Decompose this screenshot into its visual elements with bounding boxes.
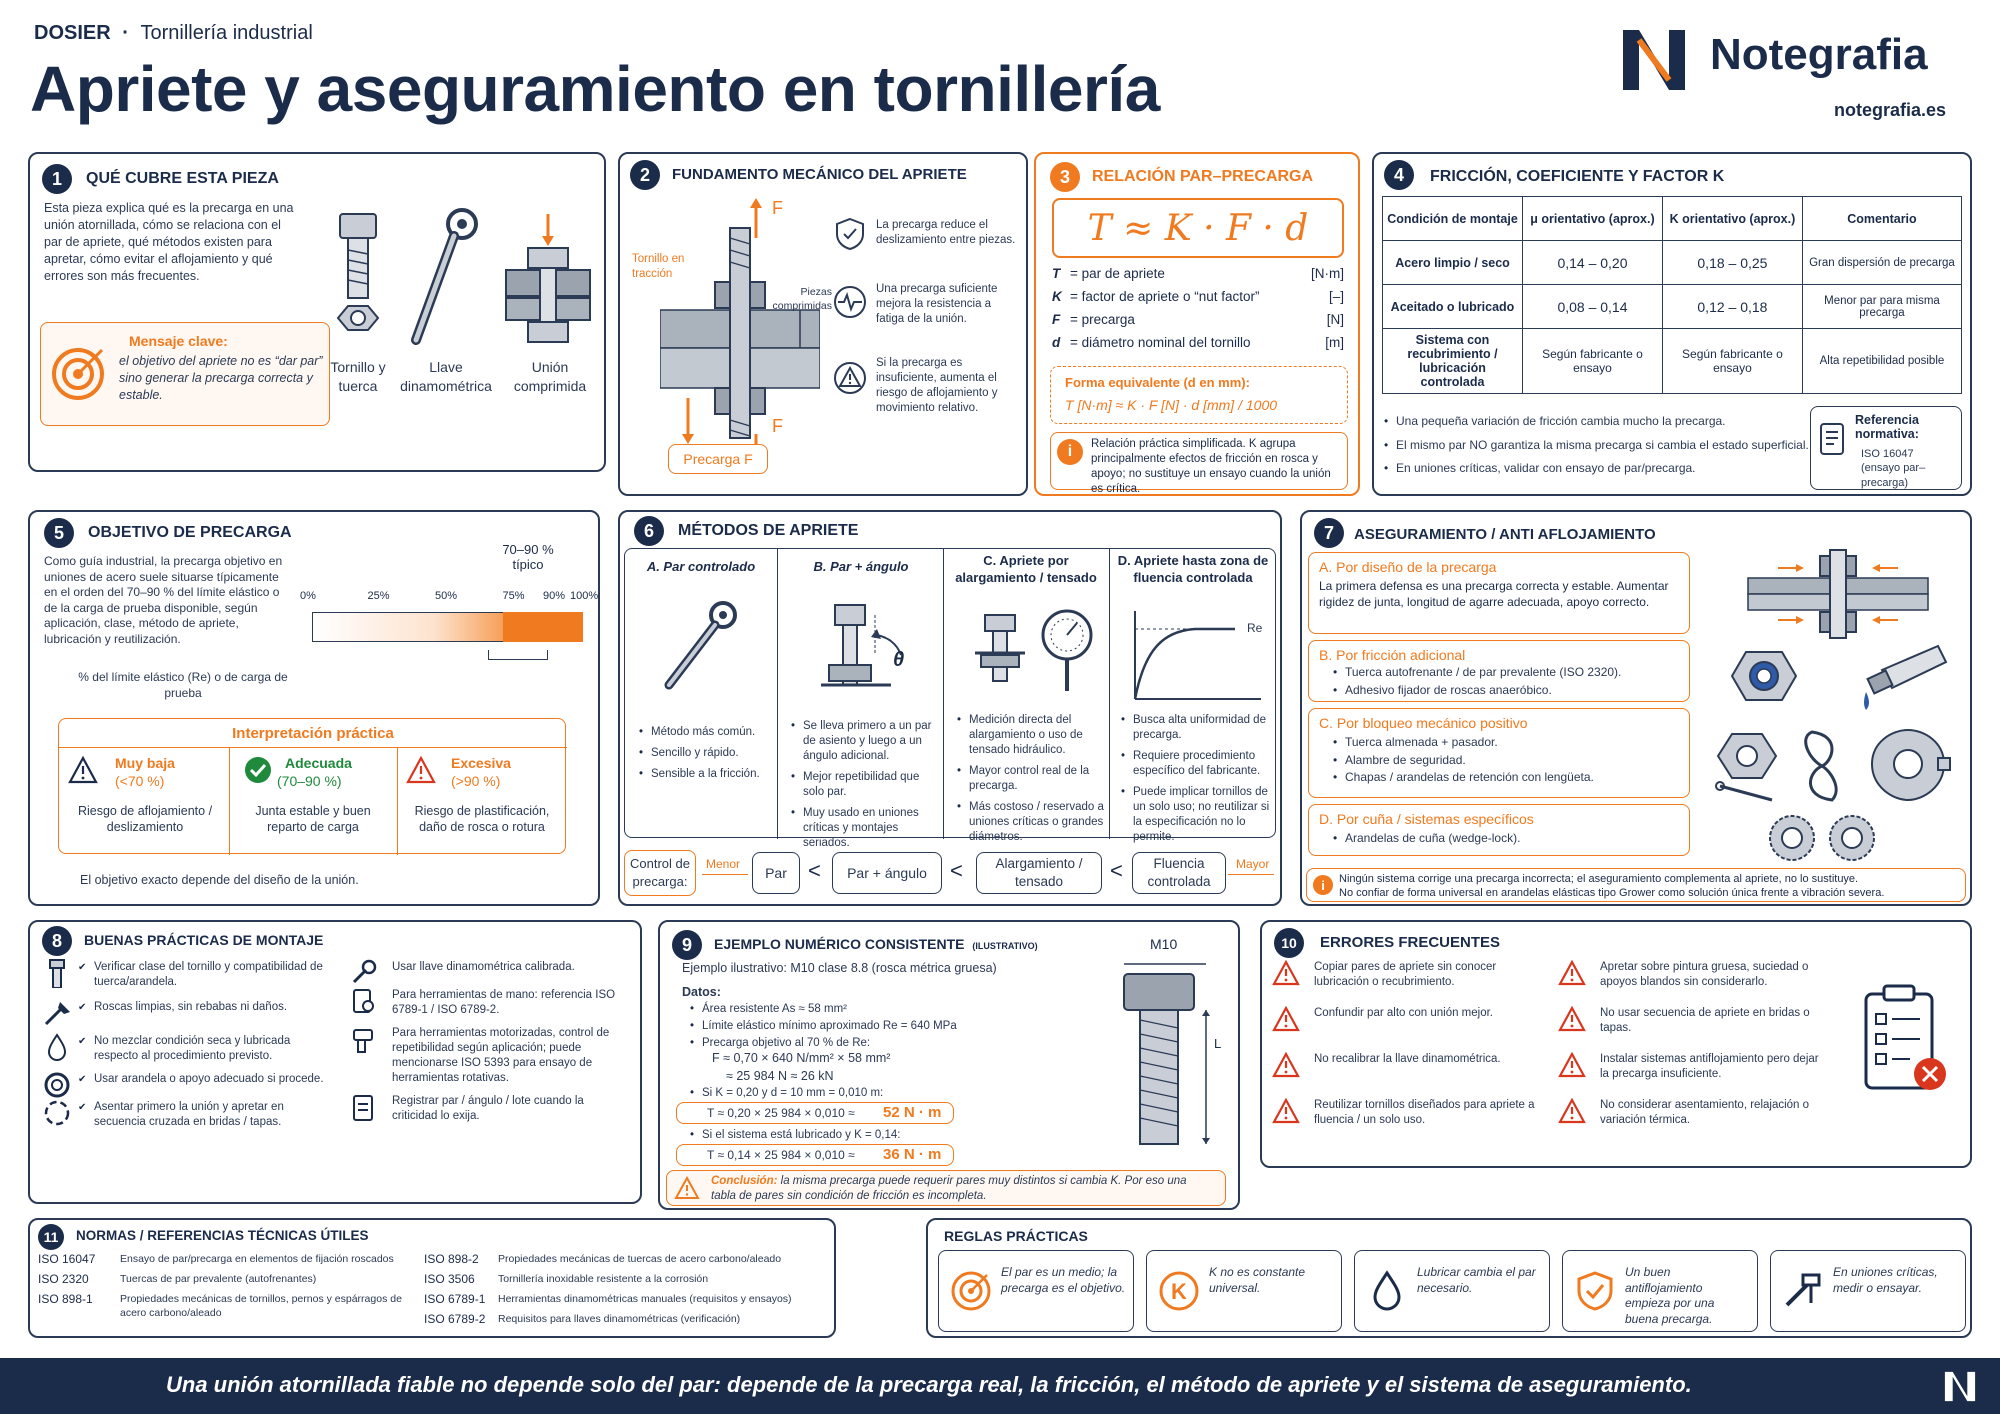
method-b-list — [791, 719, 939, 857]
document-icon — [1817, 421, 1847, 457]
lt-2: < — [950, 858, 963, 883]
section-6 — [618, 510, 1282, 906]
bolt-tension-diagram — [660, 198, 820, 478]
warning-icon — [1272, 1006, 1300, 1037]
var-row: K = factor de apriete o “nut factor” [–] — [1052, 289, 1344, 304]
section-number: 7 — [1314, 518, 1344, 548]
shield-check-icon — [1573, 1269, 1617, 1318]
rule-card: En uniones críticas, medir o ensayar. — [1770, 1250, 1966, 1332]
lt-3: < — [1110, 858, 1123, 883]
method-a-list — [639, 725, 773, 788]
section-number: 1 — [42, 164, 72, 194]
key-title: Mensaje clave: — [129, 333, 228, 349]
friction-bullets — [1384, 414, 1814, 485]
ref-title: Referencia normativa: — [1855, 413, 1919, 441]
section-5 — [28, 510, 600, 906]
tag-sub: Tornillería industrial — [140, 22, 313, 44]
warning-icon — [405, 755, 437, 785]
yield-curve-icon — [1125, 607, 1265, 707]
info-icon: i — [1313, 875, 1333, 895]
ref-text: ISO 16047 (ensayo par–precarga) — [1861, 448, 1926, 489]
c1-range: (<70 %) — [115, 773, 165, 789]
rule-card: El par es un medio; la precarga es el objetivo. — [938, 1250, 1134, 1332]
warning-icon — [1558, 1006, 1586, 1037]
table-cell: Sistema con recubrimiento / lubricación controlada — [1383, 329, 1523, 394]
method-c-box: C. Por bloqueo mecánico positivo • Tuerca almenada + pasador. • Alambre de seguridad. • Chapas / arandelas de retención con lengüeta. — [1308, 708, 1690, 798]
label-f-top: F — [772, 198, 783, 218]
bar-ticks — [302, 590, 600, 606]
tag: DOSIER — [34, 22, 111, 44]
conclusion: Conclusión: la misma precarga puede requerir pares muy distintos si cambia K. Por eso una tabla de pares sin condición de fricción es incompleta. — [666, 1170, 1226, 1206]
section-number: 10 — [1274, 928, 1304, 958]
c2-range: (70–90 %) — [277, 773, 342, 789]
case-2: • Si el sistema está lubricado y K = 0,14: — [690, 1128, 1070, 1143]
bar-tick: 75% — [502, 590, 525, 602]
info-icon: i — [1057, 439, 1083, 465]
error-item: Apretar sobre pintura gruesa, suciedad o apoyos blandos sin considerarlo. — [1556, 958, 1836, 1002]
warning-icon — [67, 755, 99, 785]
section-7 — [1300, 510, 1972, 906]
methods-grid — [624, 548, 1276, 849]
warning-icon — [832, 360, 868, 396]
length-label: L — [1214, 1036, 1222, 1051]
section-title: ERRORES FRECUENTES — [1320, 934, 1501, 951]
bolt-m10-icon — [1110, 956, 1220, 1152]
bar-caption: % del límite elástico (Re) o de carga de prueba — [78, 670, 288, 700]
section-1 — [28, 152, 606, 472]
list-item: • Tuerca almenada + pasador. — [1333, 735, 1683, 751]
fig-bolt-label: Tornillo y tuerca — [330, 359, 386, 394]
section-title: QUÉ CUBRE ESTA PIEZA — [86, 170, 279, 187]
clamped-joint-icon — [498, 214, 598, 354]
ctrl-label: Control de precarga: — [624, 850, 696, 896]
check-circle-icon — [243, 755, 273, 785]
list-item: • Puede implicar tornillos de un solo uso; no reutilizar si la especificación no lo permite. — [1121, 785, 1275, 845]
clamped-joint-icon — [1738, 548, 1938, 640]
list-item: • Chapas / arandelas de retención con lengüeta. — [1333, 770, 1683, 786]
drop-icon — [1365, 1269, 1409, 1318]
bar-tick: 100% — [570, 590, 599, 602]
data-list: • Área resistente As ≈ 58 mm² • Límite elástico mínimo aproximado Re = 640 MPa • Precarga objetivo al 70 % de Re: — [690, 1002, 1070, 1053]
label-preload: Precarga F — [668, 444, 768, 474]
drop-icon — [42, 1032, 72, 1067]
method-c-list — [957, 713, 1107, 851]
tab-washer-icon — [1862, 724, 1952, 808]
svg-text:K: K — [1171, 1279, 1187, 1304]
intro: Ejemplo ilustrativo: M10 clase 8.8 (rosca métrica gruesa) — [682, 961, 997, 975]
case-1: • Si K = 0,20 y d = 10 mm = 0,010 m: — [690, 1086, 1070, 1101]
interpretation-box — [58, 718, 566, 854]
scale-par: Par — [752, 852, 800, 894]
list-item: • Una pequeña variación de fricción cambia mucho la precarga. — [1384, 414, 1814, 430]
list-item: • Mayor control real de la precarga. — [957, 764, 1107, 794]
brand-name: Notegrafia — [1710, 30, 1928, 79]
brand-logo-icon — [1615, 20, 1693, 98]
section-title: NORMAS / REFERENCIAS TÉCNICAS ÚTILES — [76, 1228, 369, 1243]
section-number: 9 — [672, 930, 702, 960]
target-icon — [949, 1269, 993, 1318]
list-item: • Requiere procedimiento específico del fabricante. — [1121, 749, 1275, 779]
table-cell: Según fabricante o ensayo — [1662, 329, 1802, 394]
note-2: Una precarga suficiente mejora la resistencia a fatiga de la unión. — [876, 283, 998, 325]
section-4 — [1372, 152, 1972, 496]
rule-card: Lubricar cambia el par necesario. — [1354, 1250, 1550, 1332]
result-2: T ≈ 0,14 × 25 984 × 0,010 ≈ 36 N · m — [676, 1144, 954, 1166]
vars-list — [1050, 266, 1350, 358]
footer-bar — [0, 1358, 2000, 1414]
table-header: K orientativo (aprox.) — [1662, 197, 1802, 241]
footnote: El objetivo exacto depende del diseño de la unión. — [80, 873, 359, 887]
list-item: • Medición directa del alargamiento o uso de tensado hidráulico. — [957, 713, 1107, 758]
table-cell: Gran dispersión de precarga — [1802, 241, 1961, 285]
table-cell: Menor par para misma precarga — [1802, 285, 1961, 329]
bar-tick: 25% — [367, 590, 390, 602]
note-1: La precarga reduce el deslizamiento entre piezas. — [876, 219, 1016, 246]
typical-zone — [503, 612, 583, 642]
error-item: No usar secuencia de apriete en bridas o tapas. — [1556, 1004, 1836, 1048]
table-header: Condición de montaje — [1383, 197, 1523, 241]
error-item: No recalibrar la llave dinamométrica. — [1270, 1050, 1550, 1094]
error-item: No considerar asentamiento, relajación o variación térmica. — [1556, 1096, 1836, 1140]
var-row: T = par de apriete [N·m] — [1052, 266, 1344, 281]
section-title: MÉTODOS DE APRIETE — [678, 522, 859, 539]
warning-icon — [1558, 960, 1586, 991]
section-8: 8 BUENAS PRÁCTICAS DE MONTAJE ✔ Verificar clase del tornillo y compatibilidad de tuerca/arandela. ✔ Roscas limpias, sin rebabas ni daños. ✔ No mezclar condición seca y lubricada respecto al procedimiento previsto. ✔ Usar arandela o apoyo adecuado si procede. ✔ Asentar primero la unión y apretar en secuencia cruzada en bridas / tapas. Usar llave dinamométrica calibrada. Para herramientas de mano: referencia ISO 6789-1 / ISO 6789-2. Para herramientas motorizadas, control de repetibilidad según aplicación; puede mencionarse ISO 5393 para ensayo de herramientas rotativas. Registrar par / ángulo / lote cuando la criticidad lo exija. — [28, 920, 642, 1204]
list-item: • Método más común. — [639, 725, 773, 740]
pulse-icon — [832, 284, 868, 320]
list-item: • Adhesivo fijador de roscas anaeróbico. — [1333, 683, 1683, 699]
bar-bracket — [488, 650, 548, 660]
note-text: Relación práctica simplificada. K agrupa principalmente efectos de fricción en rosca y apoyo; no sustituye un ensayo cuando la unión es crítica. — [1091, 438, 1331, 495]
c3-range: (>90 %) — [451, 773, 501, 789]
section-2 — [618, 152, 1028, 496]
scale-par-angle: Par + ángulo — [832, 852, 942, 894]
bolt-angle-icon — [811, 595, 921, 705]
list-item: • Se lleva primero a un par de asiento y luego a un ángulo adicional. — [791, 719, 939, 764]
scale-more: Mayor — [1236, 857, 1270, 871]
warning-icon — [673, 1175, 701, 1201]
re-label: Re — [1247, 621, 1263, 635]
table-row — [1383, 241, 1962, 285]
friction-table — [1382, 196, 1962, 394]
list-item: • Sensible a la fricción. — [639, 767, 773, 782]
c3-desc: Riesgo de plastificación, daño de rosca o rotura — [414, 804, 550, 835]
theta-label: θ — [893, 649, 905, 671]
section-9 — [658, 920, 1240, 1210]
brush-icon — [42, 998, 72, 1033]
table-cell: 0,12 – 0,18 — [1662, 285, 1802, 329]
table-cell: 0,14 – 0,20 — [1523, 241, 1663, 285]
section-title: FUNDAMENTO MECÁNICO DEL APRIETE — [672, 166, 967, 183]
error-item: Reutilizar tornillos diseñados para apriete a fluencia / un solo uso. — [1270, 1096, 1550, 1140]
shield-check-icon — [832, 216, 868, 252]
preload-bar — [312, 612, 582, 642]
lt-1: < — [808, 858, 821, 883]
caliper-icon — [1781, 1269, 1825, 1318]
castle-nut-icon — [1710, 726, 1786, 806]
var-row: d = diámetro nominal del tornillo [m] — [1052, 335, 1344, 350]
k-icon — [1157, 1269, 1201, 1318]
locknut-icon — [1722, 642, 1812, 712]
bar-tick: 0% — [300, 590, 316, 602]
power-tool-icon — [348, 1024, 378, 1059]
scale-less: Menor — [706, 857, 741, 871]
list-item: • Busca alta uniformidad de precarga. — [1121, 713, 1275, 743]
torque-wrench-icon — [655, 599, 745, 699]
list-item: • Alambre de seguridad. — [1333, 753, 1683, 769]
table-header: Comentario — [1802, 197, 1961, 241]
calc-f: F ≈ 0,70 × 640 N/mm² × 58 mm² — [712, 1051, 891, 1065]
c2-title: Adecuada — [285, 755, 352, 771]
table-cell: Aceitado o lubricado — [1383, 285, 1523, 329]
section-number: 4 — [1384, 160, 1414, 190]
interp-title: Interpretación práctica — [232, 725, 394, 742]
section-number: 8 — [42, 926, 72, 956]
rules-title: REGLAS PRÁCTICAS — [944, 1228, 1088, 1244]
clipboard-error-icon — [1854, 982, 1954, 1102]
list-item: • Muy usado en uniones críticas y montajes seriados. — [791, 806, 939, 851]
section-title: BUENAS PRÁCTICAS DE MONTAJE — [84, 932, 324, 948]
result-1: T ≈ 0,20 × 25 984 × 0,010 ≈ 52 N · m — [676, 1102, 954, 1124]
safety-wire-icon — [1792, 726, 1852, 806]
warning-icon — [1272, 1052, 1300, 1083]
intro-text: Esta pieza explica qué es la precarga en una unión atornillada, cómo se relaciona con el par de apriete, qué métodos existen para apretar, cómo evitar el aflojamiento y qué errores son más frecuentes. — [44, 201, 294, 283]
rules-section — [926, 1218, 1972, 1338]
calc-f2: ≈ 25 984 N ≈ 26 kN — [726, 1069, 834, 1083]
rule-card: Un buen antiflojamiento empieza por una buena precarga. — [1562, 1250, 1758, 1332]
list-item: • Más costoso / reservado a uniones críticas o grandes diámetros. — [957, 800, 1107, 845]
section-number: 11 — [38, 1224, 64, 1250]
eq-title: Forma equivalente (d en mm): — [1065, 375, 1250, 390]
section-title: FRICCIÓN, COEFICIENTE Y FACTOR K — [1430, 168, 1725, 185]
c1-desc: Riesgo de aflojamiento / deslizamiento — [77, 804, 213, 835]
reference-box — [1810, 406, 1962, 490]
adhesive-tube-icon — [1842, 640, 1952, 720]
rule-card: K K no es constante universal. — [1146, 1250, 1342, 1332]
section-title: OBJETIVO DE PRECARGA — [88, 524, 292, 541]
list-item: • Tuerca autofrenante / de par prevalente (ISO 2320). — [1333, 665, 1683, 681]
error-item: Copiar pares de apriete sin conocer lubricación o recubrimiento. — [1270, 958, 1550, 1002]
list-item: • Mejor repetibilidad que solo par. — [791, 770, 939, 800]
equivalent-form — [1050, 366, 1348, 424]
bar-tick: 50% — [435, 590, 458, 602]
method-a-box: A. Por diseño de la precarga La primera defensa es una precarga correcta y estable. Aumentar rigidez de junta, longitud de agarre adecuada, apoyo correcto. — [1308, 552, 1690, 634]
section-3 — [1034, 152, 1360, 496]
key-message — [40, 322, 330, 426]
fig-wrench-label: Llave dinamométrica — [400, 359, 492, 394]
table-row — [1383, 329, 1962, 394]
section-10 — [1260, 920, 1972, 1168]
label-bolt: Tornillo en tracción — [632, 253, 685, 280]
footer-text: Una unión atornillada fiable no depende solo del par: depende de la precarga real, la fricción, el método de apriete y el sistema de aseguramiento. — [166, 1372, 1692, 1397]
anti-loosening-note: i Ningún sistema corrige una precarga incorrecta; el aseguramiento complementa al apriete, no lo sustituye. No confiar de forma universal en arandelas elásticas tipo Grower como solución única frente a vibración severa. — [1306, 868, 1966, 902]
section-11: 11 NORMAS / REFERENCIAS TÉCNICAS ÚTILES ISO 16047 Ensayo de par/precarga en elementos de fijación roscados ISO 2320 Tuercas de par prevalente (autofrenantes) ISO 898-1 Propiedades mecánicas de tornillos, pernos y espárragos de acero carbono/aleado ISO 898-2 Propiedades mecánicas de tuercas de acero carbono/aleado ISO 3506 Tornillería inoxidable resistente a la corrosión ISO 6789-1 Herramientas dinamométricas manuales (requisitos y ensayos) ISO 6789-2 Requisitos para llaves dinamométricas (verificación) — [28, 1218, 836, 1338]
torque-wrench-icon — [402, 206, 482, 356]
section-number: 6 — [634, 516, 664, 546]
bolt-nut-icon — [326, 210, 390, 360]
control-scale — [624, 846, 1276, 900]
fig-joint-label: Unión comprimida — [513, 359, 587, 394]
clipboard-icon — [348, 1092, 378, 1127]
brand-url: notegrafia.es — [1834, 100, 1947, 120]
section-title: ASEGURAMIENTO / ANTI AFLOJAMIENTO — [1354, 526, 1656, 543]
table-row — [1383, 285, 1962, 329]
target-icon — [49, 343, 109, 403]
table-cell: Según fabricante o ensayo — [1523, 329, 1663, 394]
error-item: Confundir par alto con unión mejor. — [1270, 1004, 1550, 1048]
header-tag — [34, 22, 313, 45]
var-row: F = precarga [N] — [1052, 312, 1344, 327]
table-cell: Alta repetibilidad posible — [1802, 329, 1961, 394]
main-formula: T ≈ K · F · d — [1052, 198, 1344, 258]
method-c-title: C. Apriete por alargamiento / tensado — [955, 553, 1097, 585]
label-parts: Piezas comprimidas — [772, 286, 832, 312]
note-3: Si la precarga es insuficiente, aumenta el riesgo de aflojamiento y movimiento relativo. — [876, 357, 998, 414]
c1-title: Muy baja — [115, 755, 175, 771]
bolt-gauge-icon — [955, 605, 1105, 705]
warning-icon — [1558, 1052, 1586, 1083]
bar-tick: 90% — [543, 590, 566, 602]
section-number: 2 — [630, 160, 660, 190]
method-b-box: B. Por fricción adicional • Tuerca autofrenante / de par prevalente (ISO 2320). • Adhesivo fijador de roscas anaeróbico. — [1308, 640, 1690, 702]
list-item: • En uniones críticas, validar con ensayo de par/precarga. — [1384, 461, 1814, 477]
rules-list — [938, 1250, 1968, 1334]
table-cell: Acero limpio / seco — [1383, 241, 1523, 285]
bar-top-label: 70–90 % típico — [502, 542, 554, 572]
tag-sep: · — [122, 22, 129, 44]
method-d-list — [1121, 713, 1275, 851]
warning-icon — [1272, 960, 1300, 991]
list-item: • El mismo par NO garantiza la misma precarga si cambia el estado superficial. — [1384, 438, 1814, 454]
brand-logo-icon — [1940, 1366, 1980, 1406]
m10-label: M10 — [1150, 936, 1178, 952]
key-text: el objetivo del apriete no es “dar par” sino generar la precarga correcta y estable. — [119, 354, 323, 402]
error-item: Instalar sistemas antiflojamiento pero dejar la precarga insuficiente. — [1556, 1050, 1836, 1094]
warning-icon — [1558, 1098, 1586, 1129]
table-cell: 0,18 – 0,25 — [1662, 241, 1802, 285]
scale-elongation: Alargamiento / tensado — [976, 852, 1102, 894]
section-number: 3 — [1050, 162, 1080, 192]
section-title: RELACIÓN PAR–PRECARGA — [1092, 168, 1314, 185]
wedge-lock-washers-icon — [1742, 812, 1912, 864]
section-number: 5 — [44, 518, 74, 548]
table-cell: 0,08 – 0,14 — [1523, 285, 1663, 329]
scale-yield: Fluencia controlada — [1132, 852, 1226, 894]
method-b-title: B. Par + ángulo — [813, 559, 909, 574]
label-f-bottom: F — [772, 416, 783, 436]
method-d-box: D. Por cuña / sistemas específicos • Arandelas de cuña (wedge-lock). — [1308, 804, 1690, 856]
method-d-title: D. Apriete hasta zona de fluencia controlada — [1117, 553, 1269, 585]
list-item: • Arandelas de cuña (wedge-lock). — [1333, 831, 1683, 847]
datos: Datos: — [682, 985, 721, 999]
page-title: Apriete y aseguramiento en tornillería — [30, 53, 1160, 125]
list-item: • Sencillo y rápido. — [639, 746, 773, 761]
section-title: EJEMPLO NUMÉRICO CONSISTENTE (ILUSTRATIVO) — [714, 936, 1038, 952]
intro-text: Como guía industrial, la precarga objetivo en uniones de acero suele situarse típicamente en el orden del 70–90 % del límite elástico o de la carga de prueba disponible, según aplicación, clase, método de apriete, lubricación y reutilización. — [44, 554, 283, 646]
certificate-icon — [348, 986, 378, 1021]
c3-title: Excesiva — [451, 755, 511, 771]
c2-desc: Junta estable y buen reparto de carga — [255, 804, 371, 835]
bolt-icon — [42, 958, 72, 993]
warning-icon — [1272, 1098, 1300, 1129]
table-header: μ orientativo (aprox.) — [1523, 197, 1663, 241]
method-a-title: A. Par controlado — [646, 559, 756, 574]
formula-note — [1050, 432, 1348, 495]
sequence-icon — [42, 1098, 72, 1133]
eq-text: T [N·m] ≈ K · F [N] · d [mm] / 1000 — [1065, 397, 1278, 413]
